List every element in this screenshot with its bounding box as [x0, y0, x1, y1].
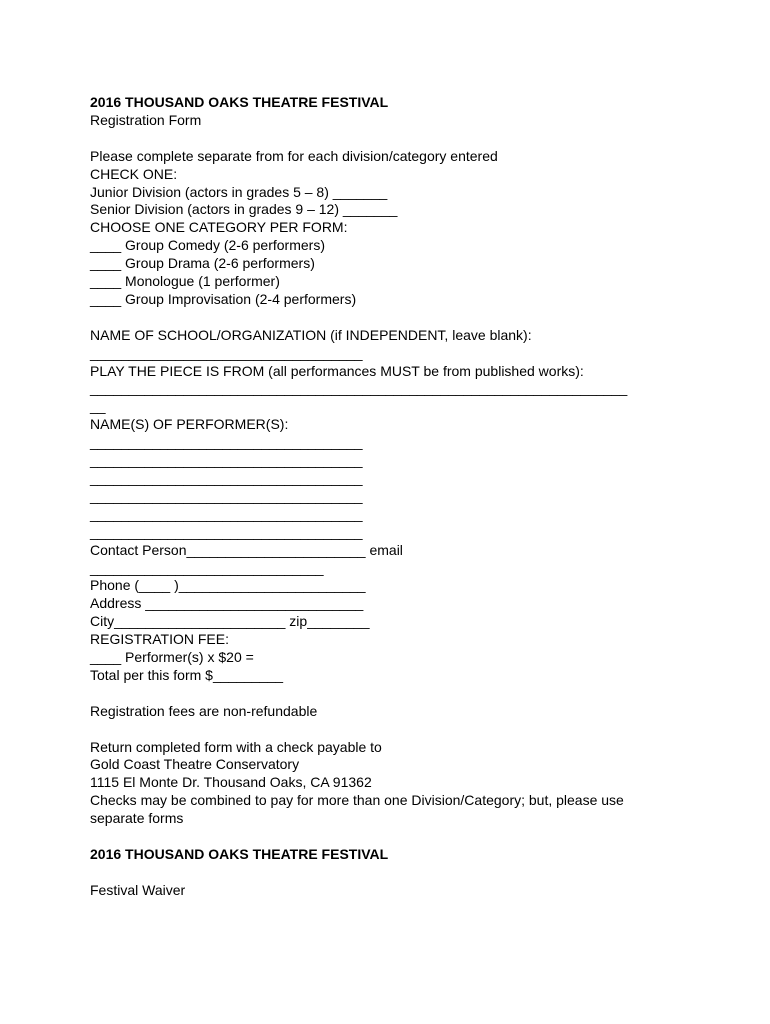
performers-fee-line: ____ Performer(s) x $20 = [90, 649, 254, 666]
spacer [90, 828, 690, 846]
performers-label: NAME(S) OF PERFORMER(S): [90, 416, 289, 433]
waiver-title: 2016 THOUSAND OAKS THEATRE FESTIVAL [90, 845, 389, 862]
performer-blank: ___________________________________ [90, 470, 363, 486]
spacer [90, 864, 690, 882]
organization-address: 1115 El Monte Dr. Thousand Oaks, CA 91362 [90, 774, 372, 791]
performer-blank: ___________________________________ [90, 452, 363, 469]
category-monologue: ____ Monologue (1 performer) [90, 273, 280, 290]
spacer [90, 309, 690, 327]
category-group-improvisation: ____ Group Improvisation (2-4 performers) [90, 290, 357, 307]
form-title: 2016 THOUSAND OAKS THEATRE FESTIVAL [90, 94, 389, 110]
registration-form-page [90, 94, 690, 900]
school-label: NAME OF SCHOOL/ORGANIZATION (if INDEPENDENT, leave blank): [90, 326, 532, 343]
contact-person-line: Contact Person_______________________ email [90, 541, 403, 558]
category-group-drama: ____ Group Drama (2-6 performers) [90, 255, 315, 272]
city-zip-line: City______________________ zip________ [90, 613, 370, 630]
return-instructions: Return completed form with a check payable to [90, 738, 382, 755]
form-subtitle: Registration Form [90, 111, 202, 128]
performer-blank: ___________________________________ [90, 505, 363, 522]
organization-name: Gold Coast Theatre Conservatory [90, 756, 300, 773]
check-one-label: CHECK ONE: [90, 165, 178, 182]
phone-line: Phone (____ )________________________ [90, 577, 366, 594]
play-blank-continued: __ [90, 398, 106, 415]
spacer [90, 685, 690, 703]
performer-blank: ___________________________________ [90, 434, 363, 451]
waiver-subtitle: Festival Waiver [90, 881, 186, 898]
school-blank: ___________________________________ [90, 344, 363, 361]
performer-blank: ___________________________________ [90, 523, 363, 540]
senior-division-option: Senior Division (actors in grades 9 – 12) _______ [90, 201, 398, 218]
spacer [90, 721, 690, 739]
address-line: Address ____________________________ [90, 595, 364, 612]
play-label: PLAY THE PIECE IS FROM (all performances MUST be from published works): [90, 362, 584, 379]
checks-note-continued: separate forms [90, 810, 184, 827]
performer-blank: ___________________________________ [90, 487, 363, 504]
play-blank: _____________________________________________________________________ [90, 380, 628, 397]
email-blank: ______________________________ [90, 559, 324, 576]
choose-category-label: CHOOSE ONE CATEGORY PER FORM: [90, 219, 348, 236]
spacer [90, 130, 690, 148]
intro-text: Please complete separate from for each division/category entered [90, 147, 498, 164]
total-line: Total per this form $_________ [90, 666, 284, 683]
checks-note: Checks may be combined to pay for more than one Division/Category; but, please use [90, 792, 624, 809]
junior-division-option: Junior Division (actors in grades 5 – 8) _______ [90, 183, 388, 200]
non-refundable-note: Registration fees are non-refundable [90, 702, 318, 719]
category-group-comedy: ____ Group Comedy (2-6 performers) [90, 237, 325, 254]
registration-fee-label: REGISTRATION FEE: [90, 631, 229, 648]
